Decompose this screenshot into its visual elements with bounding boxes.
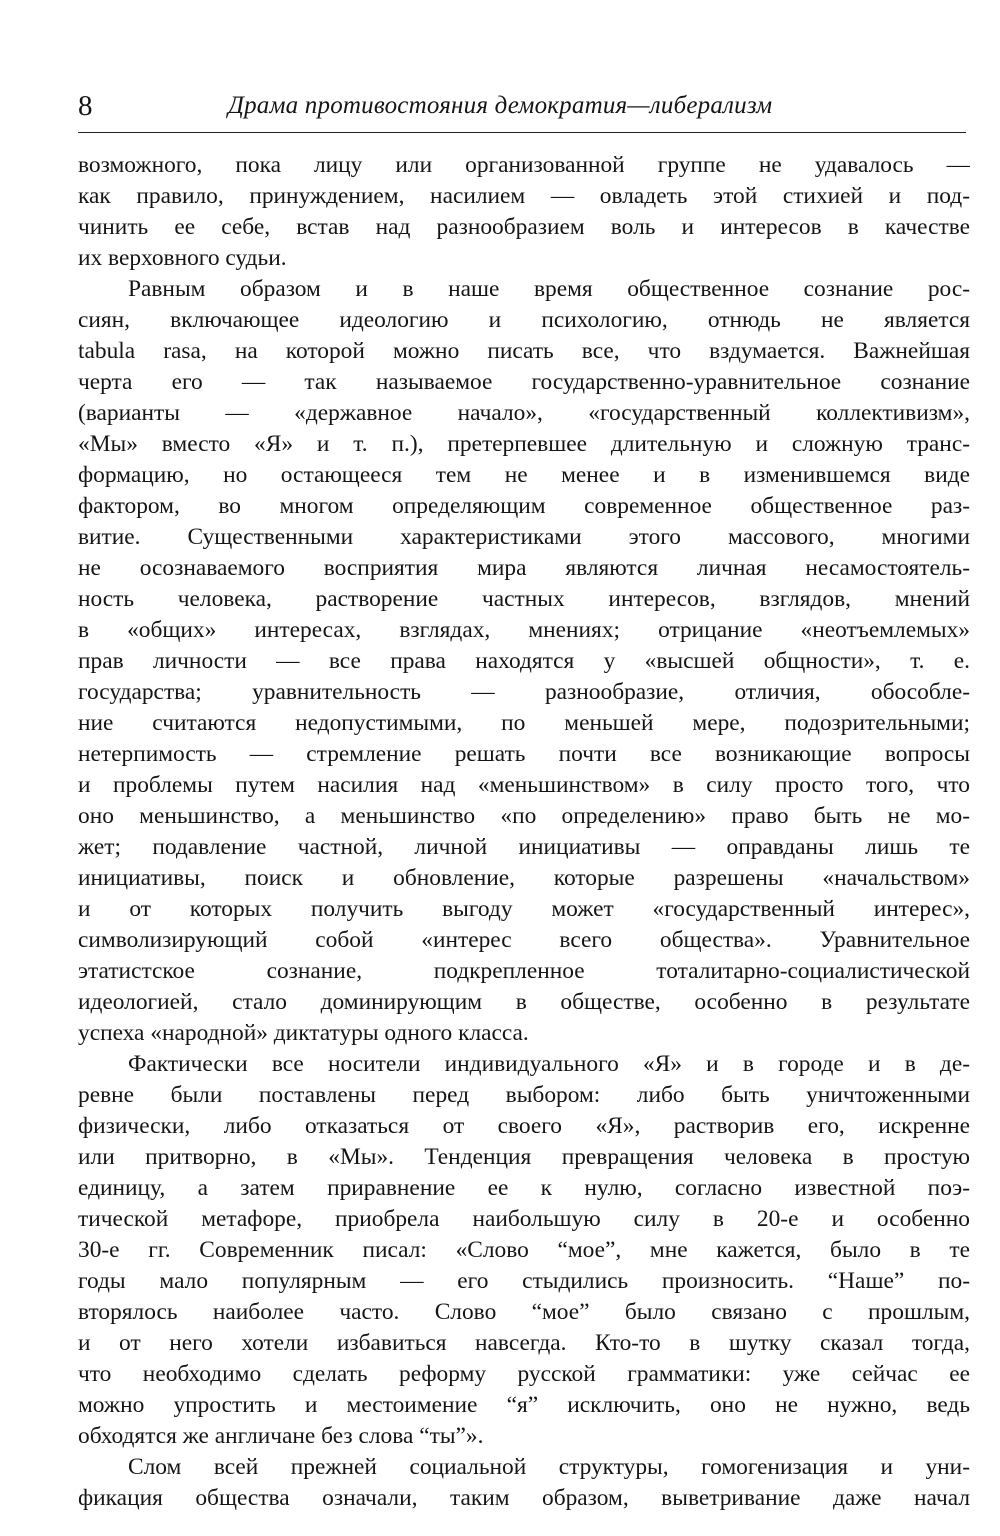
text-line: как правило, принуждением, насилием — овладеть этой стихией и под- (78, 183, 970, 209)
text-line: физически, либо отказаться от своего «Я», растворив его, искренне (78, 1113, 970, 1139)
text-line: государства; уравнительность — разнообразие, отличия, обособле- (78, 679, 970, 705)
text-line: фактором, во многом определяющим современное общественное раз- (78, 493, 970, 519)
text-line: не осознаваемого восприятия мира являются личная несамостоятель- (78, 555, 970, 581)
text-line: (варианты — «державное начало», «государственный коллективизм», (78, 400, 970, 426)
text-line: тической метафоре, приобрела наибольшую силу в 20-е и особенно (78, 1206, 970, 1232)
text-line: Слом всей прежней социальной структуры, гомогенизация и уни- (128, 1454, 970, 1480)
text-line: успеха «народной» диктатуры одного класса. (78, 1020, 529, 1046)
text-line: жет; подавление частной, личной инициативы — оправданы лишь те (78, 834, 970, 860)
text-line: фикация общества означали, таким образом, выветривание даже начал (78, 1485, 970, 1511)
paragraph (78, 1452, 970, 1514)
text-line: инициативы, поиск и обновление, которые разрешены «начальством» (78, 865, 970, 891)
text-line: сиян, включающее идеологию и психологию, отнюдь не является (78, 307, 970, 333)
text-line: ность человека, растворение частных интересов, взглядов, мнений (78, 586, 970, 612)
text-line: 30-е гг. Современник писал: «Слово “мое”, мне кажется, было в те (78, 1237, 970, 1263)
page-number: 8 (78, 90, 93, 122)
text-line: черта его — так называемое государственно-уравнительное сознание (78, 369, 970, 395)
text-line: и проблемы путем насилия над «меньшинством» в силу просто того, что (78, 772, 970, 798)
text-line: tabula rasa, на которой можно писать все, что вздумается. Важнейшая (78, 338, 970, 364)
text-line: идеологией, стало доминирующим в обществе, особенно в результате (78, 989, 970, 1015)
text-line: и от которых получить выгоду может «государственный интерес», (78, 896, 970, 922)
text-line: возможного, пока лицу или организованной группе не удавалось — (78, 152, 970, 178)
body-text (78, 150, 970, 1514)
text-line: оно меньшинство, а меньшинство «по определению» право быть не мо- (78, 803, 970, 829)
text-line: их верховного судьи. (78, 245, 287, 271)
paragraph (78, 274, 970, 1049)
text-line: витие. Существенными характеристиками этого массового, многими (78, 524, 970, 550)
text-line: прав личности — все права находятся у «высшей общности», т. е. (78, 648, 970, 674)
text-line: в «общих» интересах, взглядах, мнениях; отрицание «неотъемлемых» (78, 617, 970, 643)
text-line: чинить ее себе, встав над разнообразием воль и интересов в качестве (78, 214, 970, 240)
text-line: формацию, но остающееся тем не менее и в изменившемся виде (78, 462, 970, 488)
text-line: символизирующий собой «интерес всего общества». Уравнительное (78, 927, 970, 953)
paragraph (78, 150, 970, 274)
text-line: и от него хотели избавиться навсегда. Кто-то в шутку сказал тогда, (78, 1330, 970, 1356)
page-header (78, 86, 966, 126)
text-line: или притворно, в «Мы». Тенденция превращения человека в простую (78, 1144, 970, 1170)
text-line: нетерпимость — стремление решать почти все возникающие вопросы (78, 741, 970, 767)
text-line: ние считаются недопустимыми, по меньшей мере, подозрительными; (78, 710, 970, 736)
text-line: единицу, а затем приравнение ее к нулю, согласно известной поэ- (78, 1175, 970, 1201)
text-line: годы мало популярным — его стыдились произносить. “Наше” по- (78, 1268, 970, 1294)
paragraph (78, 1049, 970, 1452)
text-line: Равным образом и в наше время общественное сознание рос- (128, 276, 970, 302)
text-line: можно упростить и местоимение “я” исключить, оно не нужно, ведь (78, 1392, 970, 1418)
text-line: что необходимо сделать реформу русской грамматики: уже сейчас ее (78, 1361, 970, 1387)
text-line: обходятся же англичане без слова “ты”». (78, 1423, 484, 1449)
text-line: ревне были поставлены перед выбором: либо быть уничтоженными (78, 1082, 970, 1108)
running-title: Драма противостояния демократия—либерализм (228, 92, 773, 119)
text-line: «Мы» вместо «Я» и т. п.), претерпевшее длительную и сложную транс- (78, 431, 970, 457)
text-line: этатистское сознание, подкрепленное тоталитарно-социалистической (78, 958, 970, 984)
text-line: Фактически все носители индивидуального «Я» и в городе и в де- (128, 1051, 970, 1077)
text-line: вторялось наиболее часто. Слово “мое” было связано с прошлым, (78, 1299, 970, 1325)
header-rule (78, 132, 966, 133)
